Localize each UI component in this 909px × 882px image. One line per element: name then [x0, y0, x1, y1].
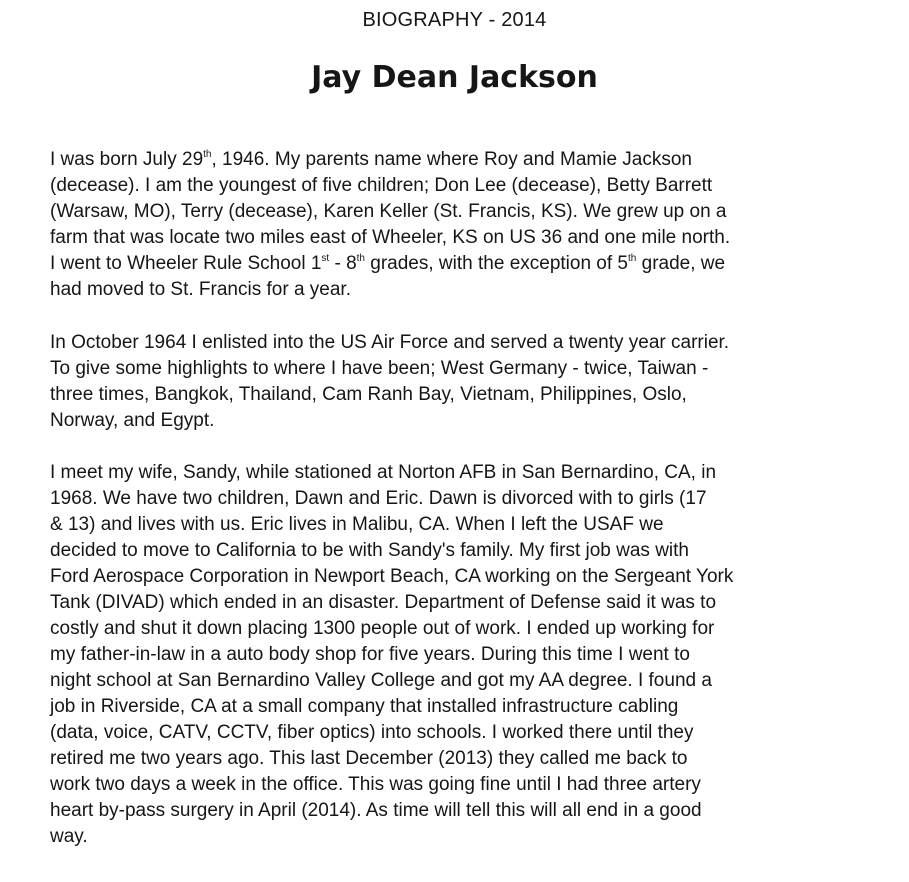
- text-line: & 13) and lives with us. Eric lives in Malibu, CA. When I left the USAF we: [50, 514, 664, 535]
- text-line: work two days a week in the office. This was going fine until I had three artery: [50, 774, 701, 795]
- paragraph-early-life: [50, 147, 880, 303]
- document-title: Jay Dean Jackson: [311, 60, 598, 95]
- text-line: night school at San Bernardino Valley College and got my AA degree. I found a: [50, 670, 712, 691]
- text-line: costly and shut it down placing 1300 people out of work. I ended up working for: [50, 618, 715, 639]
- text-line: Ford Aerospace Corporation in Newport Beach, CA working on the Sergeant York: [50, 566, 734, 587]
- text-line: (data, voice, CATV, CCTV, fiber optics) into schools. I worked there until they: [50, 722, 694, 743]
- text-segment: I was born July 29: [50, 149, 204, 170]
- text-line: In October 1964 I enlisted into the US Air Force and served a twenty year carrier.: [50, 332, 730, 353]
- text-line: Tank (DIVAD) which ended in an disaster. Department of Defense said it was to: [50, 592, 717, 613]
- paragraph-family-career: [50, 460, 880, 850]
- text-segment: grades, with the exception of 5: [365, 253, 628, 274]
- text-line: 1968. We have two children, Dawn and Eric. Dawn is divorced with to girls (17: [50, 488, 707, 509]
- text-segment: - 8: [329, 253, 357, 274]
- text-line: heart by-pass surgery in April (2014). As time will tell this will all end in a good: [50, 800, 702, 821]
- text-segment: , 1946. My parents name where Roy and Mamie Jackson: [211, 149, 692, 170]
- text-line: my father-in-law in a auto body shop for five years. During this time I went to: [50, 644, 690, 665]
- ordinal-suffix: th: [356, 253, 365, 264]
- document-header: BIOGRAPHY - 2014: [362, 9, 547, 31]
- ordinal-suffix: th: [628, 253, 637, 264]
- ordinal-suffix: th: [203, 149, 212, 160]
- text-line: [50, 147, 880, 173]
- text-line: (Warsaw, MO), Terry (decease), Karen Keller (St. Francis, KS). We grew up on a: [50, 201, 727, 222]
- text-line: [50, 251, 880, 277]
- text-line: Norway, and Egypt.: [50, 410, 215, 431]
- text-segment: I went to Wheeler Rule School 1: [50, 253, 322, 274]
- paragraph-air-force: [50, 330, 880, 434]
- text-line: way.: [50, 826, 88, 847]
- text-line: job in Riverside, CA at a small company that installed infrastructure cabling: [50, 696, 679, 717]
- text-line: I meet my wife, Sandy, while stationed at Norton AFB in San Bernardino, CA, in: [50, 462, 717, 483]
- text-line: had moved to St. Francis for a year.: [50, 279, 351, 300]
- text-line: three times, Bangkok, Thailand, Cam Ranh Bay, Vietnam, Philippines, Oslo,: [50, 384, 687, 405]
- text-line: (decease). I am the youngest of five children; Don Lee (decease), Betty Barrett: [50, 175, 713, 196]
- text-segment: grade, we: [636, 253, 726, 274]
- text-line: decided to move to California to be with Sandy's family. My first job was with: [50, 540, 689, 561]
- text-line: retired me two years ago. This last December (2013) they called me back to: [50, 748, 688, 769]
- text-line: farm that was locate two miles east of Wheeler, KS on US 36 and one mile north.: [50, 227, 731, 248]
- text-line: To give some highlights to where I have been; West Germany - twice, Taiwan -: [50, 358, 709, 379]
- ordinal-suffix: st: [321, 253, 330, 264]
